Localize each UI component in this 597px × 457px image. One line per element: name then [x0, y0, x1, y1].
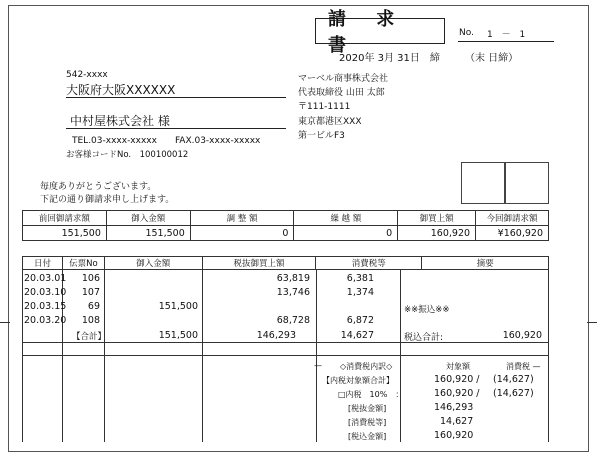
summary-header: 前回御請求額	[23, 211, 107, 226]
summary-header: 繰 越 額	[294, 211, 398, 226]
tax-rate-target: 160,920 /	[434, 388, 480, 399]
summary-header: 御買上額	[398, 211, 476, 226]
detail-header: 伝票No	[62, 257, 104, 270]
taxable-total-target: 160,920 /	[434, 374, 480, 385]
total-amount: 146,293	[256, 330, 296, 341]
tax-amount-label: [消費税等]	[348, 418, 387, 427]
customer-code: お客様コードNo. 100100012	[66, 150, 189, 160]
summary-value-row	[23, 226, 549, 241]
detail-divider	[104, 270, 105, 442]
detail-header: 消費税等	[316, 257, 422, 270]
total-label: 【合計】	[72, 332, 107, 342]
recipient-address: 大阪府大阪XXXXXX	[66, 83, 176, 97]
sender-representative: 代表取締役 山田 太郎	[298, 88, 385, 98]
purchase-amount: 160,920	[398, 226, 476, 241]
detail-border-right	[548, 270, 549, 442]
excl-amount-value: 146,293	[434, 402, 474, 413]
row-tax: 1,374	[346, 287, 374, 298]
recipient-tel-fax: TEL.03-xxxx-xxxxx FAX.03-xxxx-xxxxx	[72, 136, 261, 146]
total-incl-label: 税込合計:	[404, 333, 444, 343]
recipient-zip: 542-xxxx	[66, 70, 108, 80]
incl-amount-label: [税込金額]	[348, 432, 387, 441]
total-rule-bottom	[22, 355, 549, 356]
detail-divider	[400, 270, 401, 442]
row-note: ※※振込※※	[404, 305, 450, 315]
summary-header: 調 整 額	[190, 211, 294, 226]
carried-forward: 0	[294, 226, 398, 241]
invoice-number-label: No.	[459, 28, 474, 38]
payment-received: 151,500	[106, 226, 190, 241]
summary-header: 御入金額	[106, 211, 190, 226]
detail-border-left	[22, 270, 23, 442]
row-slip-no: 108	[81, 315, 100, 326]
closing-type: （末 日締）	[465, 53, 519, 64]
fold-mark-left	[0, 322, 10, 323]
request-message: 下記の通り御請求申し上げます。	[40, 195, 175, 205]
row-amount: 13,746	[276, 287, 310, 298]
row-date: 20.03.10	[24, 287, 67, 298]
summary-header: 今回御請求額	[476, 211, 549, 226]
sender-company: マーベル商事株式会社	[298, 74, 389, 84]
row-slip-no: 69	[87, 301, 100, 312]
row-tax: 6,381	[346, 273, 374, 284]
sender-building: 第一ビルF3	[298, 131, 345, 141]
detail-header: 税抜御買上額	[202, 257, 316, 270]
taxable-total-label: 【内税対象額合計】	[322, 376, 394, 385]
detail-header: 摘要	[422, 257, 549, 270]
detail-header: 日付	[23, 257, 63, 270]
current-billing: ¥160,920	[476, 226, 549, 241]
invoice-title: 請 求 書	[315, 18, 445, 44]
row-date: 20.03.20	[24, 315, 67, 326]
invoice-number-underline	[458, 41, 554, 42]
company-underline	[66, 128, 286, 129]
detail-header-row	[23, 257, 549, 270]
detail-divider	[202, 270, 203, 442]
row-date: 20.03.01	[24, 273, 67, 284]
recipient-company: 中村屋株式会社 様	[70, 114, 170, 128]
tax-breakdown-dash: —	[314, 361, 322, 370]
detail-header	[22, 256, 549, 270]
summary-table	[22, 210, 549, 241]
incl-amount-value: 160,920	[434, 430, 474, 441]
total-tax: 14,627	[340, 330, 374, 341]
tax-rate-label: □内税 10% ：	[338, 390, 404, 399]
tax-rate-tax: (14,627)	[493, 388, 534, 399]
row-amount: 68,728	[276, 315, 310, 326]
closing-date: 2020年 3月 31日 締	[339, 53, 440, 64]
stamp-box-1	[461, 162, 505, 204]
invoice-number: 1 － 1	[487, 30, 529, 40]
thanks-message: 毎度ありがとうございます。	[40, 182, 157, 192]
taxable-total-tax: (14,627)	[493, 374, 534, 385]
total-rule	[22, 342, 549, 343]
tax-breakdown-title: ◇消費税内訳◇	[340, 362, 393, 371]
summary-header-row	[23, 211, 549, 226]
row-date: 20.03.15	[24, 301, 67, 312]
row-payment: 151,500	[158, 301, 198, 312]
address-underline	[66, 97, 286, 98]
sender-address: 東京都港区XXX	[298, 117, 362, 127]
tax-amount-value: 14,627	[440, 416, 474, 427]
row-tax: 6,872	[346, 315, 374, 326]
fold-mark-right	[587, 322, 597, 323]
total-payment: 151,500	[158, 330, 198, 341]
sender-zip: 〒111-1111	[298, 102, 351, 112]
detail-divider	[316, 270, 317, 442]
total-incl-value: 160,920	[502, 330, 542, 341]
col-tax-label: 消費税 —	[506, 362, 541, 371]
detail-header: 御入金額	[104, 257, 202, 270]
previous-billing: 151,500	[23, 226, 107, 241]
adjustment: 0	[190, 226, 294, 241]
row-slip-no: 107	[81, 287, 100, 298]
stamp-box-2	[505, 162, 549, 204]
excl-amount-label: [税抜金額]	[348, 404, 387, 413]
row-amount: 63,819	[276, 273, 310, 284]
row-slip-no: 106	[81, 273, 100, 284]
col-target-label: 対象額	[446, 362, 470, 371]
